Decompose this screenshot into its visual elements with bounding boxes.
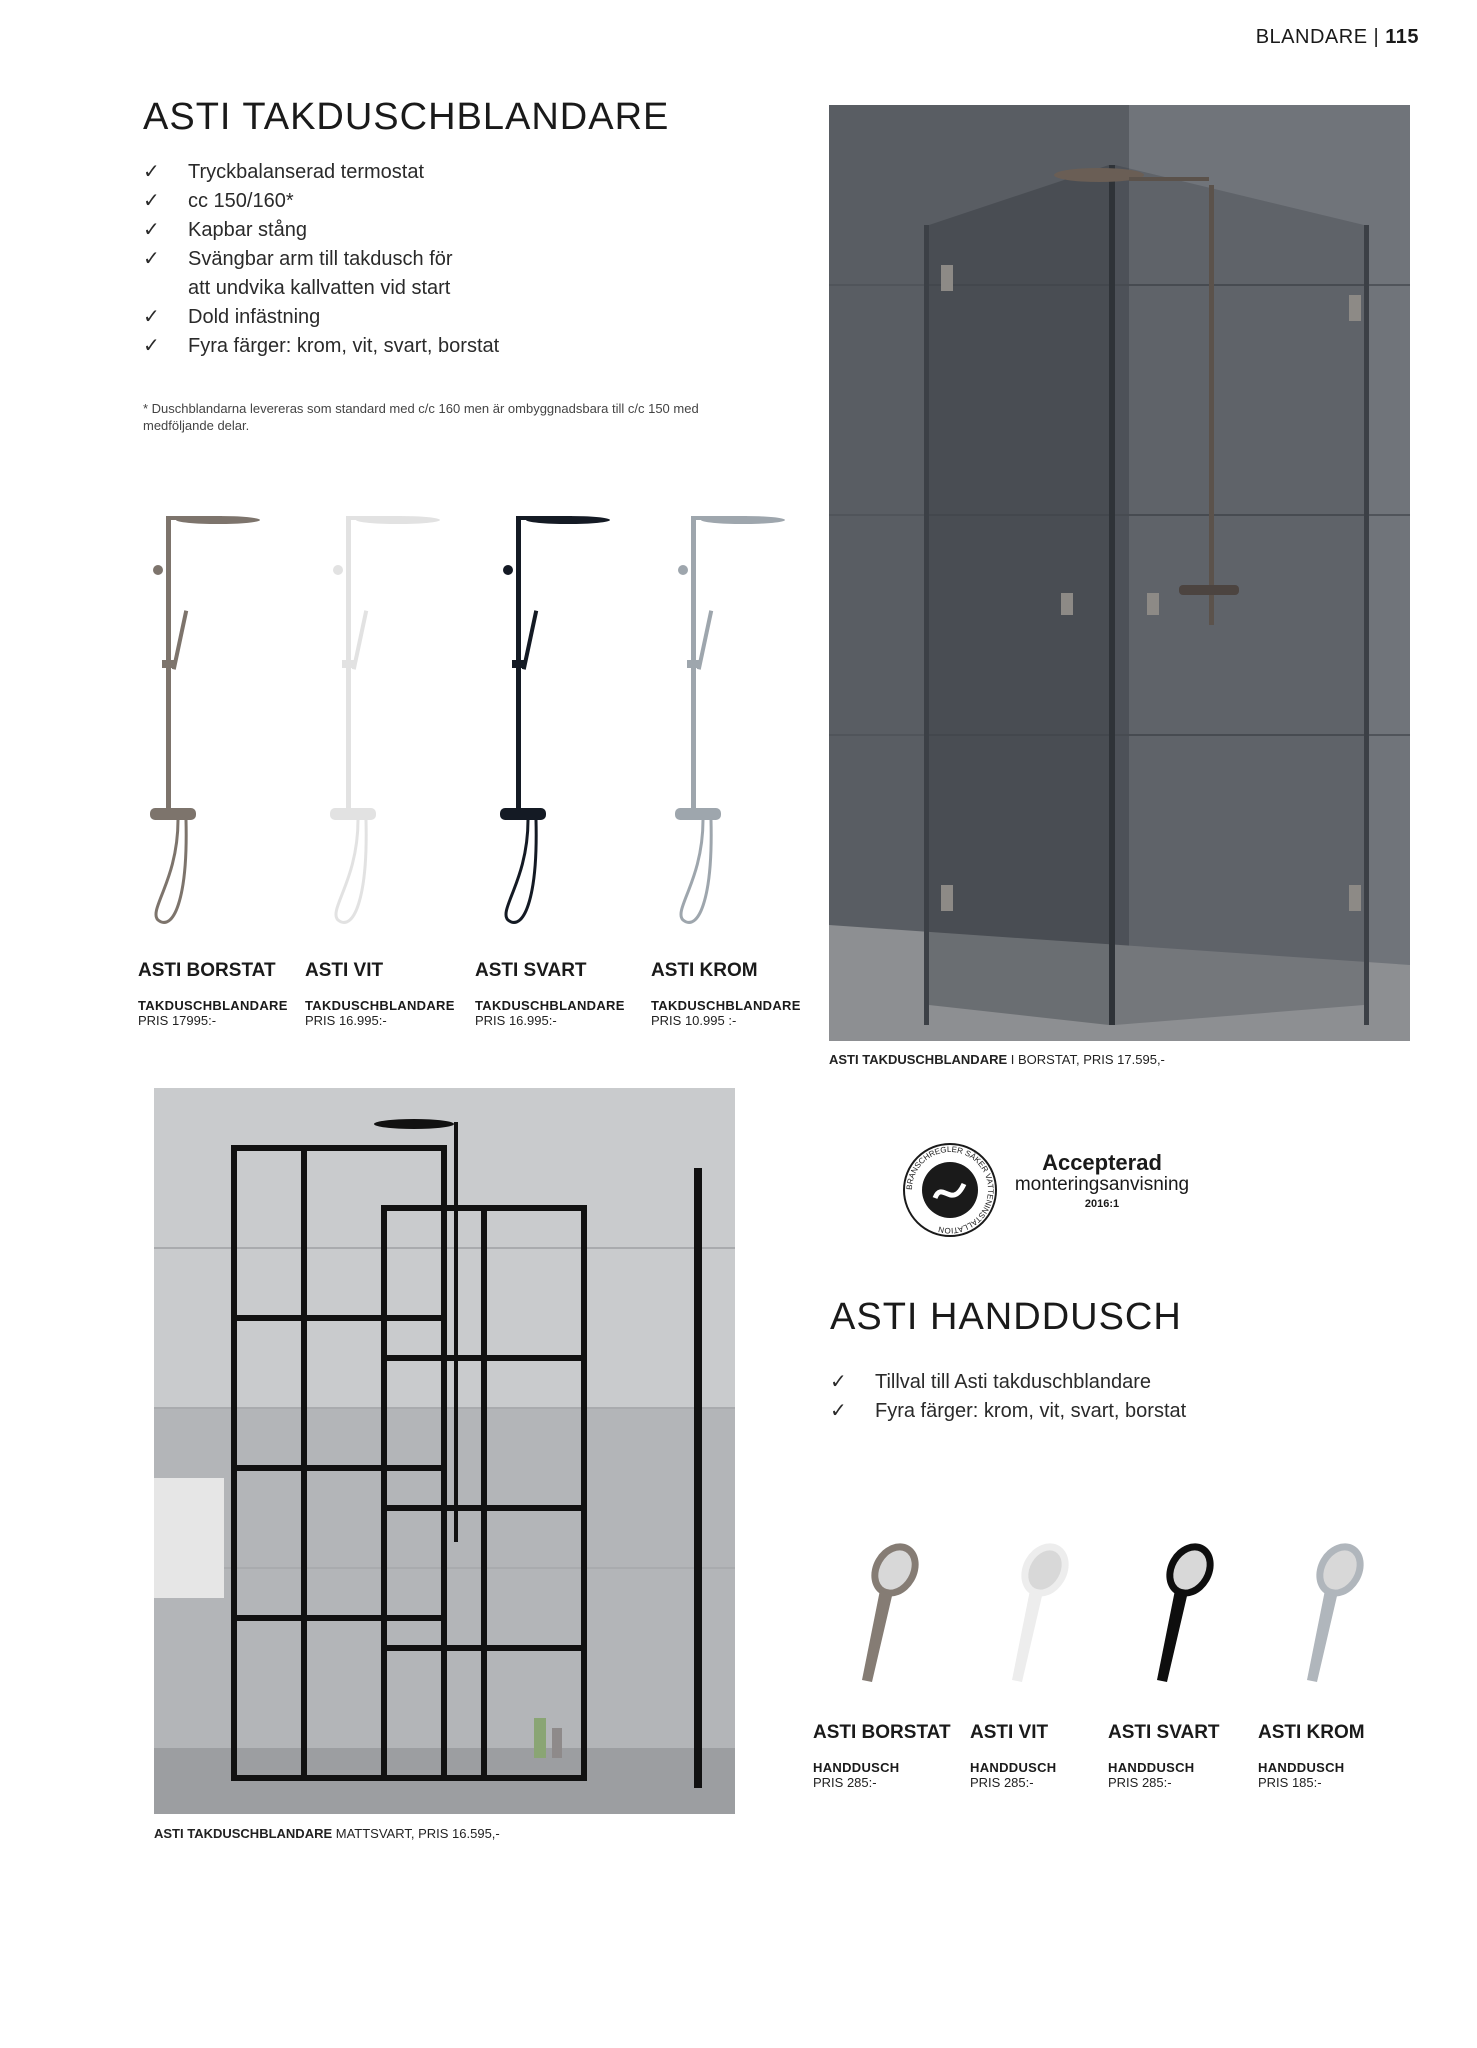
photo-glass-shower-borstat (829, 105, 1410, 1041)
feature-item: ✓ Tryckbalanserad termostat (143, 158, 499, 187)
feature-list-handdusch (830, 1368, 1186, 1426)
footnote: * Duschblandarna levereras som standard med c/c 160 men är ombyggnadsbara till c/c 150 med medföljande delar. (143, 401, 699, 433)
page-number: 115 (1385, 26, 1419, 48)
section-name: BLANDARE (1255, 26, 1368, 48)
check-icon: ✓ (143, 248, 160, 270)
section-title-takduschblandare: ASTI TAKDUSCHBLANDARE (143, 96, 670, 138)
shower-column-krom (675, 516, 785, 922)
caption-photo-right: ASTI TAKDUSCHBLANDARE I BORSTAT, PRIS 17.595,- (829, 1052, 1165, 1067)
certification-badge (900, 1140, 1200, 1240)
product-card-borstat (138, 960, 288, 1028)
caption-photo-left: ASTI TAKDUSCHBLANDARE MATTSVART, PRIS 16.595,- (154, 1826, 500, 1841)
product-type: TAKDUSCHBLANDARE (138, 998, 288, 1013)
product-card-svart (475, 960, 625, 1028)
feature-item: ✓ Tillval till Asti takduschblandare (830, 1368, 1186, 1397)
shower-column-svart (500, 516, 610, 922)
shower-column-borstat (150, 516, 260, 922)
hand-shower-krom (1307, 1535, 1373, 1682)
product-name: ASTI SVART (475, 960, 587, 981)
hand-shower-card-krom (1258, 1722, 1365, 1790)
product-type: HANDDUSCH (1258, 1760, 1345, 1775)
hand-shower-card-vit (970, 1722, 1056, 1790)
badge-line3: 2016:1 (1084, 1198, 1120, 1210)
hand-shower-gallery (820, 1530, 1420, 1700)
check-icon: ✓ (830, 1400, 847, 1422)
product-card-krom (651, 960, 801, 1028)
product-type: TAKDUSCHBLANDARE (475, 998, 625, 1013)
feature-item-continuation: att undvika kallvatten vid start (188, 277, 451, 299)
product-type: TAKDUSCHBLANDARE (651, 998, 801, 1013)
product-price: PRIS 16.995:- (475, 1013, 557, 1028)
product-price: PRIS 285:- (1108, 1775, 1172, 1790)
product-name: ASTI VIT (970, 1722, 1049, 1743)
product-name: ASTI KROM (1258, 1722, 1365, 1743)
hand-shower-borstat (862, 1535, 928, 1682)
hand-shower-card-borstat (813, 1722, 951, 1790)
product-price: PRIS 285:- (970, 1775, 1034, 1790)
hand-shower-vit (1012, 1535, 1078, 1682)
feature-item: ✓ cc 150/160* (143, 187, 499, 216)
feature-item: ✓ Fyra färger: krom, vit, svart, borstat (830, 1397, 1186, 1426)
product-price: PRIS 16.995:- (305, 1013, 387, 1028)
check-icon: ✓ (143, 190, 160, 212)
product-card-vit (305, 960, 455, 1028)
check-icon: ✓ (830, 1371, 847, 1393)
badge-line1: Accepterad (1042, 1150, 1162, 1175)
product-price: PRIS 17995:- (138, 1013, 217, 1028)
product-name: ASTI VIT (305, 960, 384, 981)
feature-item: ✓ Fyra färger: krom, vit, svart, borstat (143, 332, 499, 361)
check-icon: ✓ (143, 306, 160, 328)
hand-shower-svart (1157, 1535, 1223, 1682)
product-name: ASTI BORSTAT (813, 1722, 951, 1743)
product-type: TAKDUSCHBLANDARE (305, 998, 455, 1013)
feature-list-takduschblandare (143, 158, 499, 361)
check-icon: ✓ (143, 335, 160, 357)
hand-shower-card-svart (1108, 1722, 1220, 1790)
feature-item: ✓ Kapbar stång (143, 216, 499, 245)
product-price: PRIS 10.995 :- (651, 1013, 737, 1028)
product-price: PRIS 185:- (1258, 1775, 1322, 1790)
product-name: ASTI KROM (651, 960, 758, 981)
product-type: HANDDUSCH (1108, 1760, 1195, 1775)
page-header: BLANDARE | 115 (1255, 26, 1419, 48)
badge-ring-text: BRANSCHREGLER SÄKER VATTENINSTALLATION (904, 1144, 996, 1236)
product-name: ASTI SVART (1108, 1722, 1220, 1743)
badge-line2: monteringsanvisning (1014, 1174, 1190, 1195)
check-icon: ✓ (143, 219, 160, 241)
product-type: HANDDUSCH (813, 1760, 900, 1775)
check-icon: ✓ (143, 161, 160, 183)
product-name: ASTI BORSTAT (138, 960, 276, 981)
feature-item: ✓ Dold infästning (143, 303, 499, 332)
shower-column-illustrations (138, 500, 818, 940)
photo-grid-shower-mattsvart (154, 1088, 735, 1814)
shower-column-vit (330, 516, 440, 922)
section-title-handdusch: ASTI HANDDUSCH (830, 1296, 1182, 1338)
product-price: PRIS 285:- (813, 1775, 877, 1790)
product-type: HANDDUSCH (970, 1760, 1057, 1775)
feature-item: ✓ Svängbar arm till takdusch för (143, 245, 499, 274)
shower-column-gallery (138, 500, 818, 940)
water-drop-icon (922, 1162, 978, 1218)
